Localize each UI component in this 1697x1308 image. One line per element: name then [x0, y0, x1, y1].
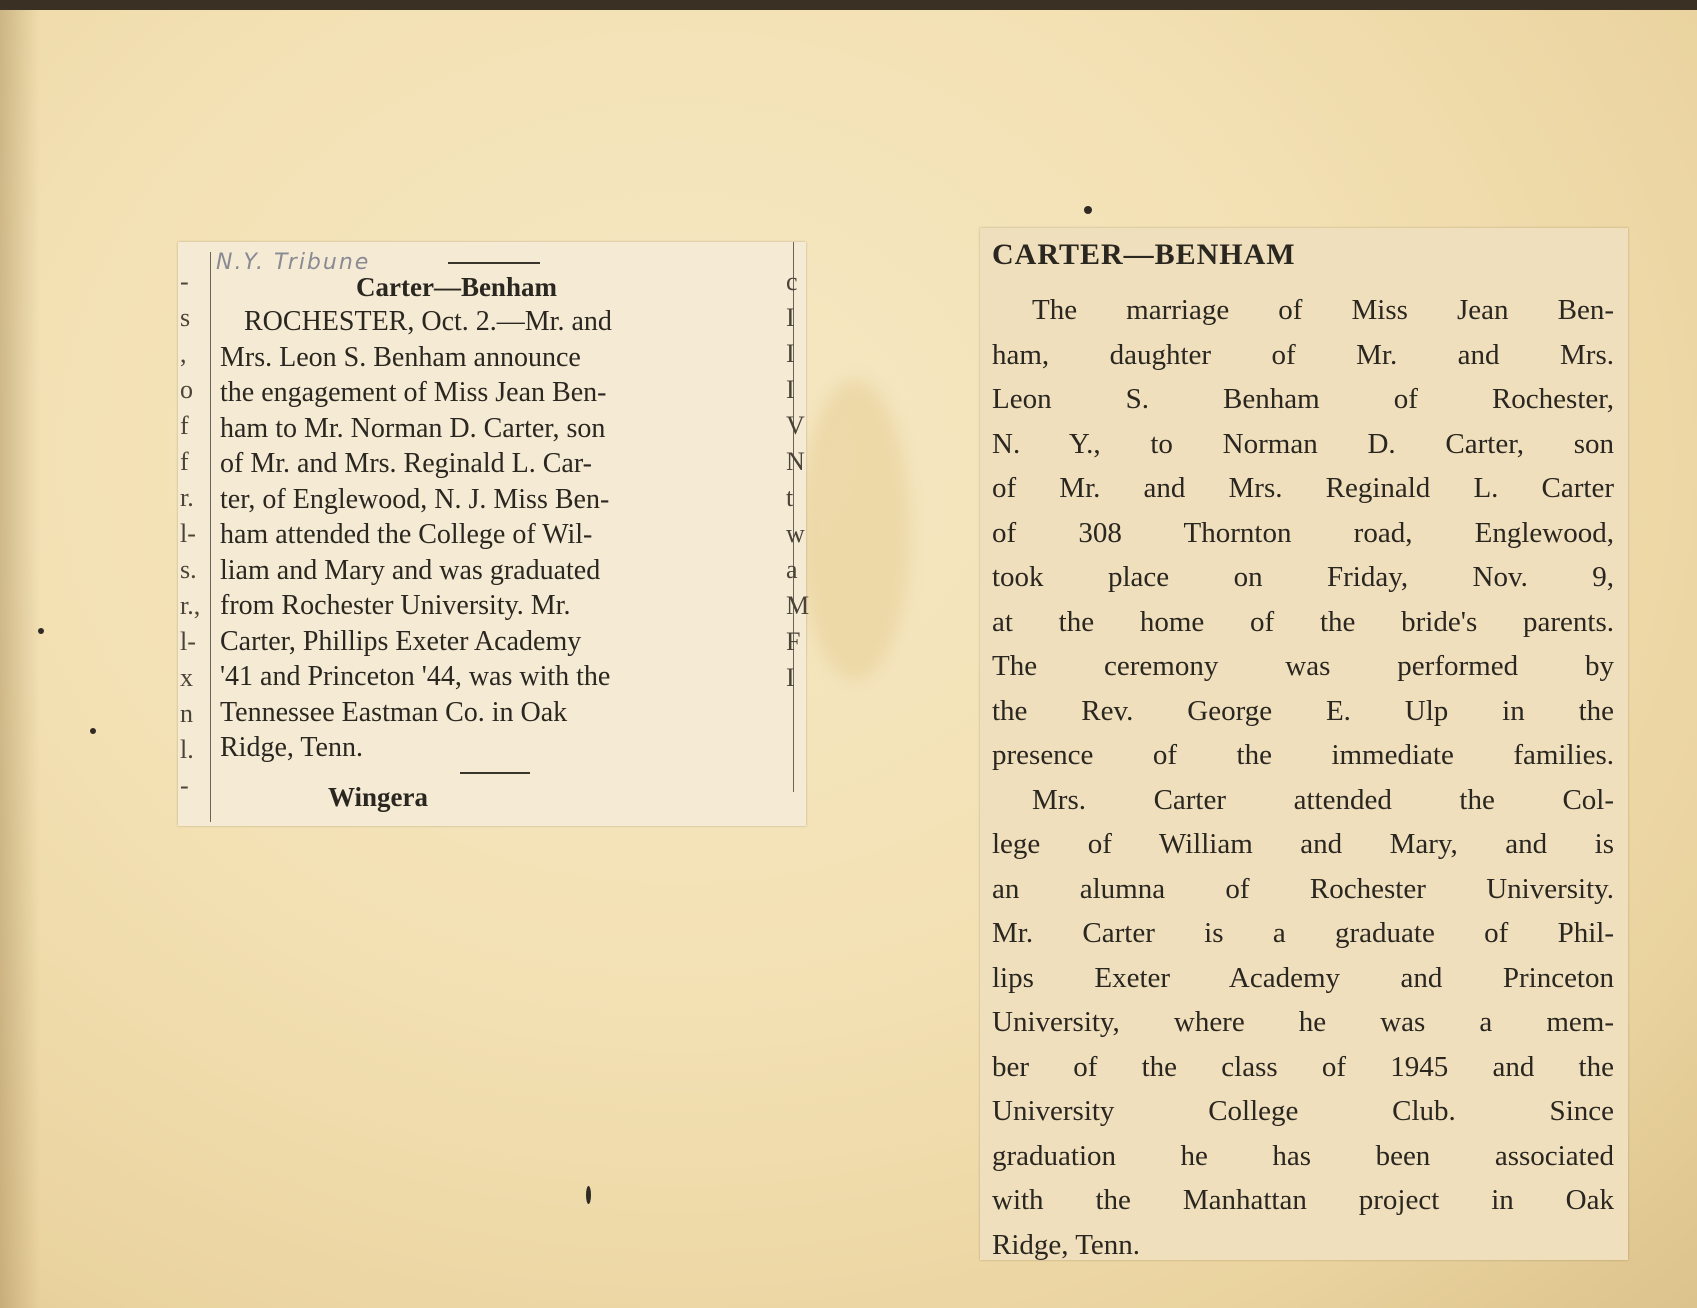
text-line: ham to Mr. Norman D. Carter, son	[220, 412, 606, 444]
text-line: Tennessee Eastman Co. in Oak	[220, 696, 568, 728]
marriage-clipping	[980, 228, 1628, 1260]
text-line: liam and Mary and was graduated	[220, 554, 601, 586]
engagement-clipping	[178, 242, 810, 826]
paper-speck	[38, 628, 44, 634]
text-line: ham attended the College of Wil-	[220, 519, 593, 550]
text-line: lips Exeter Academy and Princeton	[992, 961, 1614, 994]
paper-speck	[90, 728, 96, 734]
cut-off-column-left: - s , o f f r. l- s. r., l- x n l. -	[180, 267, 201, 800]
text-line: the Rev. George E. Ulp in the	[992, 694, 1614, 727]
cut-off-column-right: c I I I V N t w a M F I	[786, 267, 810, 692]
text-line: The ceremony was performed by	[992, 650, 1614, 682]
text-line: ROCHESTER, Oct. 2.—Mr. and	[244, 306, 612, 337]
page-left-shadow	[0, 10, 40, 1308]
engagement-heading: Carter—Benham	[356, 272, 557, 302]
text-line: took place on Friday, Nov. 9,	[992, 561, 1614, 593]
text-line: Mr. Carter is a graduate of Phil-	[992, 917, 1614, 949]
text-line: of 308 Thornton road, Englewood,	[992, 516, 1614, 549]
footer-rule	[460, 772, 530, 774]
text-line: lege of William and Mary, and is	[992, 828, 1614, 860]
text-line: an alumna of Rochester University.	[992, 872, 1614, 905]
text-line: University College Club. Since	[992, 1095, 1614, 1127]
text-line: ham, daughter of Mr. and Mrs.	[992, 338, 1614, 371]
text-line: ter, of Englewood, N. J. Miss Ben-	[220, 483, 610, 515]
text-line: graduation he has been associated	[992, 1139, 1614, 1172]
text-line: The marriage of Miss Jean Ben-	[1032, 294, 1614, 326]
text-line: Ridge, Tenn.	[220, 732, 363, 763]
paper-stain	[800, 380, 910, 680]
paper-speck	[1084, 206, 1092, 214]
text-line: '41 and Princeton '44, was with the	[220, 661, 611, 692]
text-line: the engagement of Miss Jean Ben-	[220, 377, 607, 408]
column-rule-left	[210, 252, 211, 822]
heading-rule	[448, 262, 540, 264]
text-line: N. Y., to Norman D. Carter, son	[992, 427, 1614, 460]
text-line: presence of the immediate families.	[992, 739, 1614, 771]
text-line: Ridge, Tenn.	[992, 1228, 1141, 1261]
paper-speck	[586, 1186, 591, 1204]
text-line: Leon S. Benham of Rochester,	[992, 383, 1614, 415]
text-line: ber of the class of 1945 and the	[992, 1050, 1614, 1083]
text-line: University, where he was a mem-	[992, 1006, 1614, 1038]
next-item-heading-fragment: Wingera	[328, 782, 428, 812]
text-line: Mrs. Carter attended the Col-	[1032, 783, 1614, 816]
text-line: with the Manhattan project in Oak	[992, 1184, 1614, 1216]
text-line: of Mr. and Mrs. Reginald L. Carter	[992, 472, 1614, 504]
text-line: Mrs. Leon S. Benham announce	[220, 341, 581, 373]
text-line: at the home of the bride's parents.	[992, 605, 1614, 638]
text-line: from Rochester University. Mr.	[220, 590, 571, 621]
marriage-body	[992, 288, 1614, 1267]
engagement-body	[220, 304, 792, 766]
handwritten-source-note: N.Y. Tribune	[216, 250, 371, 275]
marriage-heading: CARTER—BENHAM	[992, 238, 1296, 271]
text-line: of Mr. and Mrs. Reginald L. Car-	[220, 448, 592, 479]
page-top-edge	[0, 0, 1697, 10]
text-line: Carter, Phillips Exeter Academy	[220, 625, 582, 657]
